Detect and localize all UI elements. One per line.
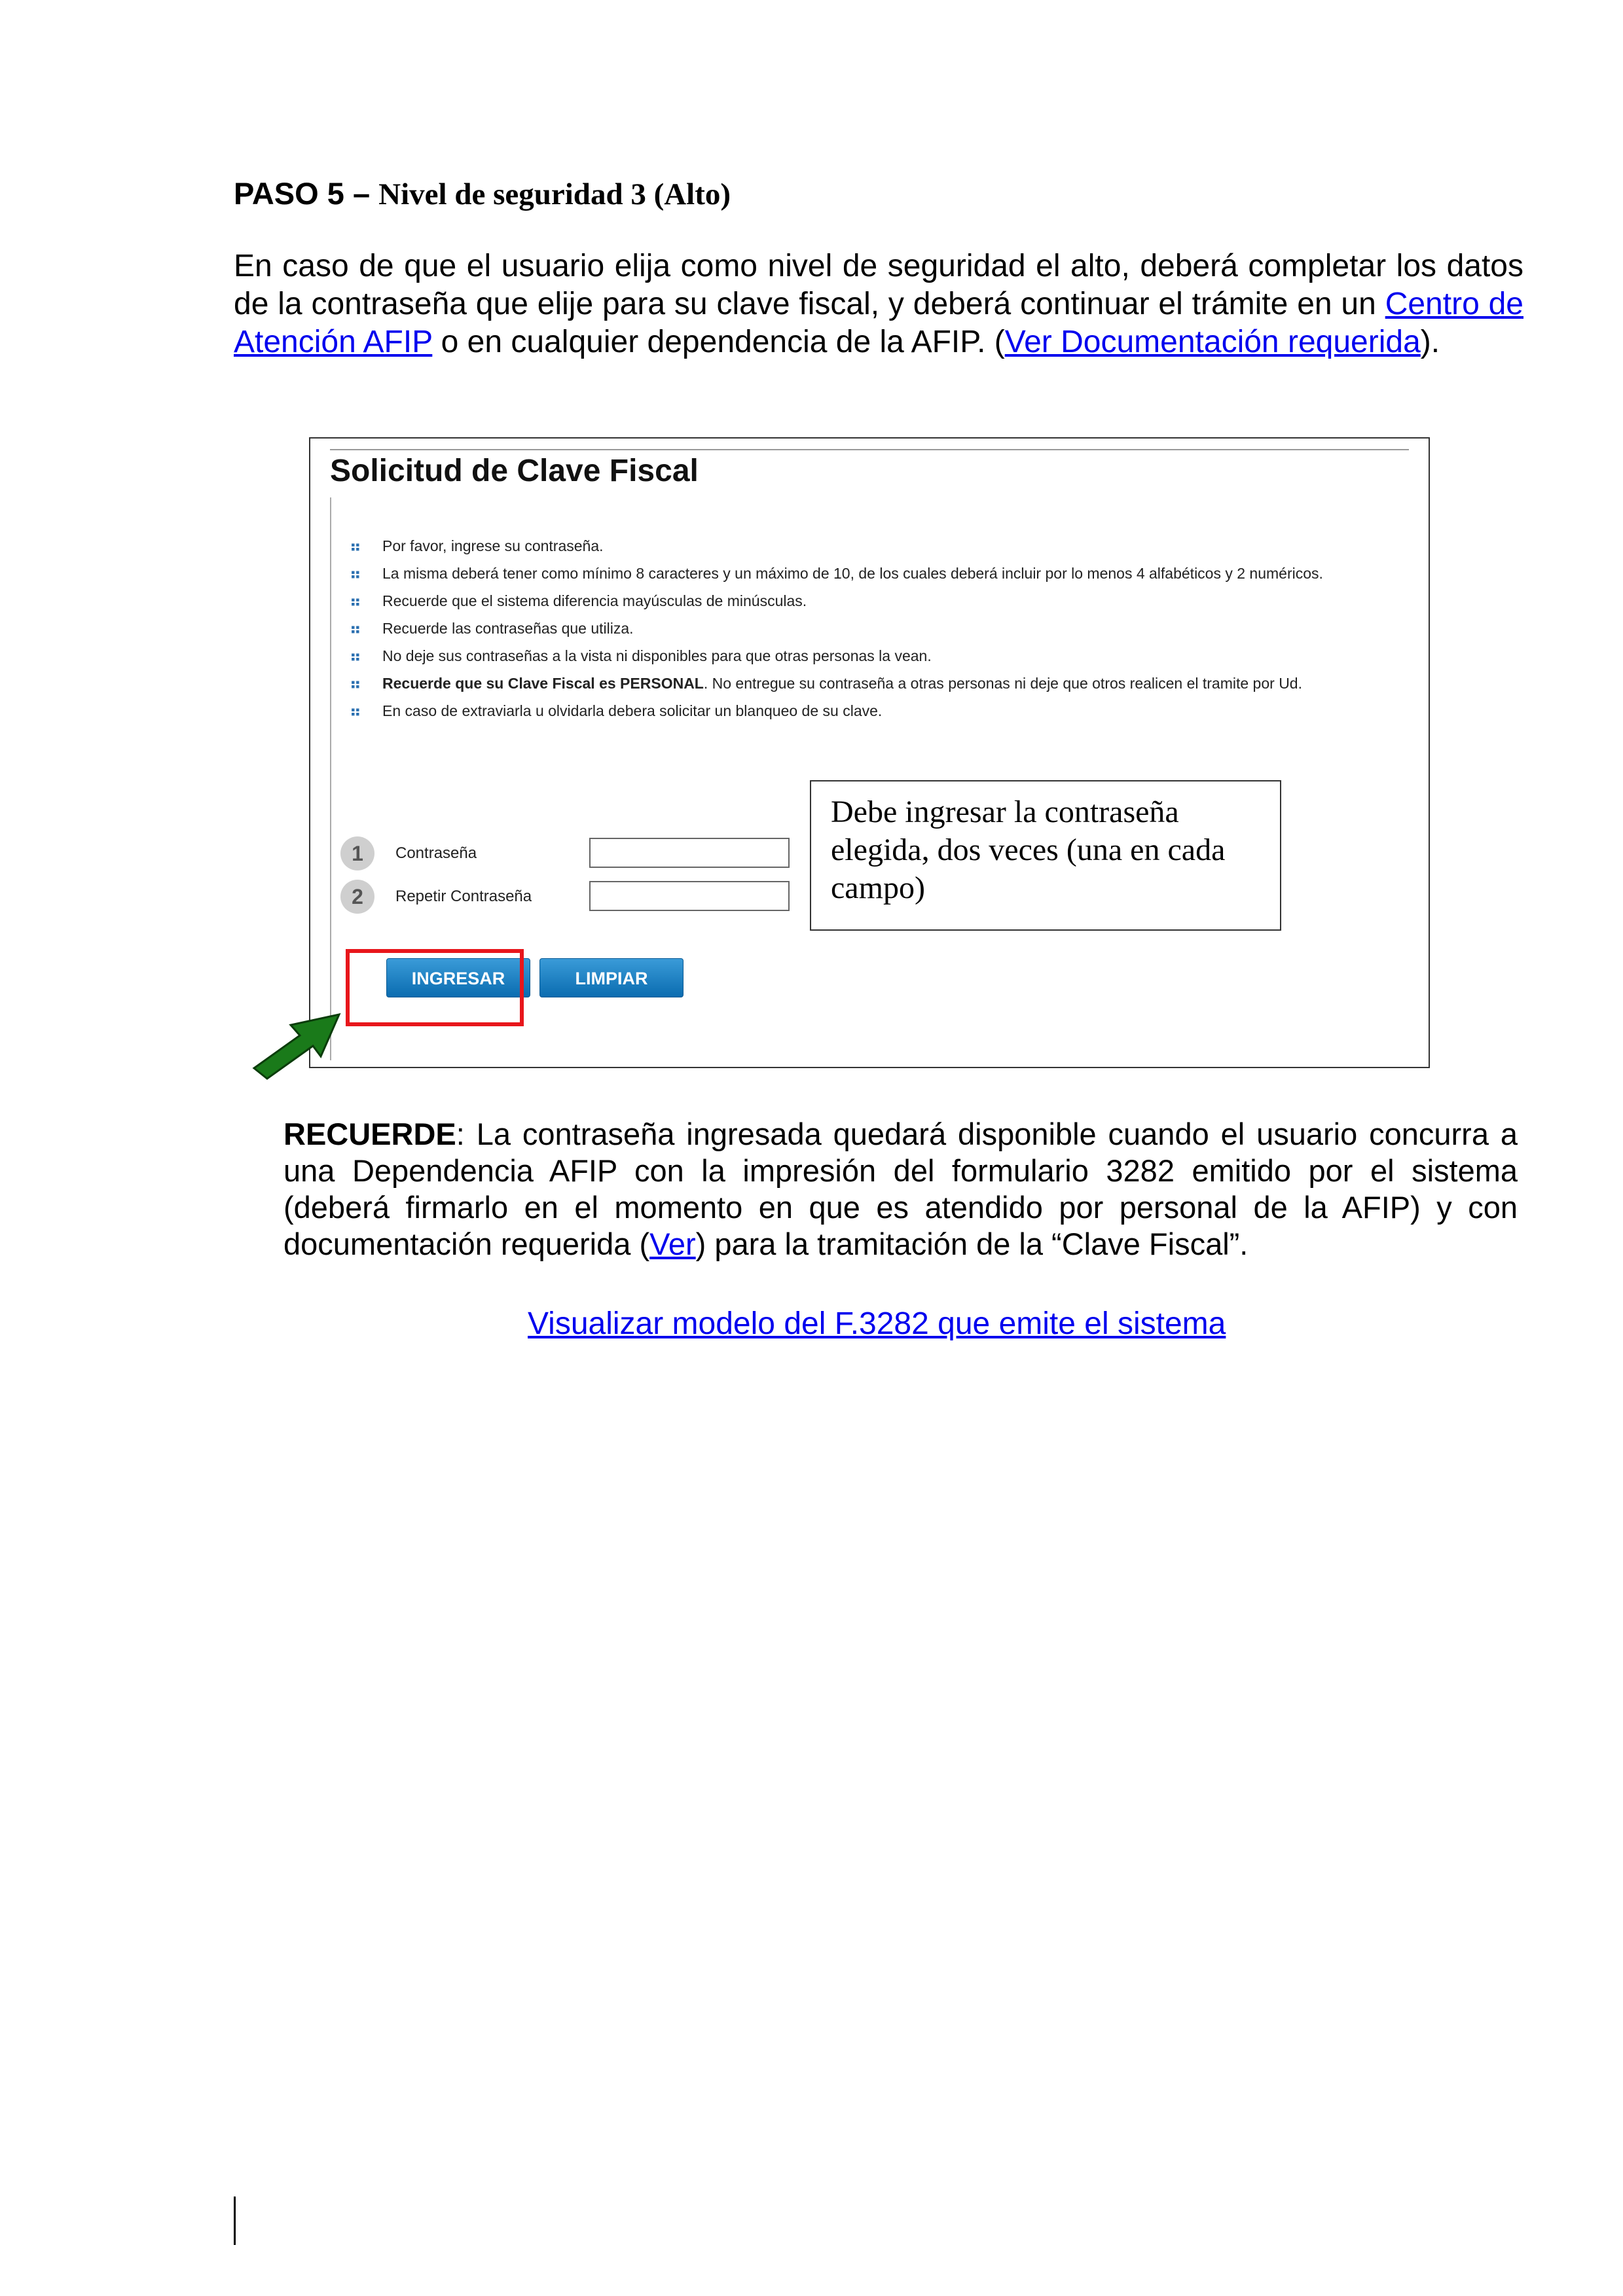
bullet-icon: ⠶ (350, 620, 361, 638)
remember-label: RECUERDE (283, 1117, 456, 1151)
screenshot-top-rule (330, 449, 1409, 450)
ingresar-highlight-box (346, 949, 524, 1026)
bullet-icon: ⠶ (350, 703, 361, 721)
documentacion-requerida-link[interactable]: Ver Documentación requerida (1004, 325, 1421, 359)
page-heading (234, 175, 731, 212)
centro-atencion-link[interactable]: Centro de Atención AFIP (234, 287, 1524, 359)
password-label: Contraseña (395, 844, 477, 862)
callout-note: Debe ingresar la contraseña elegida, dos veces (una en cada campo) (810, 780, 1281, 931)
visualizar-modelo-link[interactable]: Visualizar modelo del F.3282 que emite el sistema (528, 1306, 1226, 1341)
bullet-icon: ⠶ (350, 593, 361, 611)
instruction-item: ⠶ Recuerde que su Clave Fiscal es PERSONAL. No entregue su contraseña a otras personas ni deje que otros realicen el tramite por Ud. (350, 673, 1371, 694)
instruction-item: ⠶ No deje sus contraseñas a la vista ni disponibles para que otras personas la vean. (350, 645, 1371, 666)
bullet-icon: ⠶ (350, 538, 361, 556)
intro-paragraph (234, 247, 1523, 361)
instruction-item: ⠶ Por favor, ingrese su contraseña. (350, 535, 1371, 556)
remember-text-1: : La contraseña ingresada quedará disponible cuando el usuario concurra a una Dependencia AFIP con la impresión del formulario 3282 emitido por el sistema (deberá firmarlo en el momento en que es atendido por personal de la AFIP) y con documentación requerida ( (283, 1117, 1518, 1261)
password-input[interactable] (589, 838, 790, 868)
screenshot-title: Solicitud de Clave Fiscal (330, 454, 699, 488)
remember-text-2: ) para la tramitación de la “Clave Fiscal”. (695, 1227, 1249, 1261)
instruction-item: ⠶ Recuerde las contraseñas que utiliza. (350, 618, 1371, 639)
intro-text-3: ). (1420, 325, 1440, 359)
repeat-password-label: Repetir Contraseña (395, 888, 532, 905)
green-arrow-icon (247, 1008, 346, 1086)
intro-text-2: o en cualquier dependencia de la AFIP. ( (432, 325, 1005, 359)
instruction-item: ⠶ La misma deberá tener como mínimo 8 caracteres y un máximo de 10, de los cuales deberá incluir por lo menos 4 alfabéticos y 2 numéricos. (350, 563, 1371, 584)
ver-link[interactable]: Ver (649, 1227, 696, 1261)
bullet-icon: ⠶ (350, 565, 361, 583)
bullet-icon: ⠶ (350, 675, 361, 693)
instruction-item: ⠶ En caso de extraviarla u olvidarla debera solicitar un blanqueo de su clave. (350, 700, 1371, 721)
heading-title: Nivel de seguridad 3 (Alto) (378, 177, 731, 211)
step-number-badge: 2 (340, 880, 374, 914)
heading-step: PASO 5 – (234, 176, 379, 211)
screenshot-left-rule (330, 497, 331, 1060)
limpiar-button[interactable]: LIMPIAR (539, 958, 684, 997)
clave-fiscal-screenshot (309, 437, 1430, 1068)
instructions-list (350, 535, 1371, 728)
intro-text-1: En caso de que el usuario elija como nivel de seguridad el alto, deberá completar los datos de la contraseña que elije para su clave fiscal, y deberá continuar el trámite en un (234, 249, 1523, 321)
repeat-password-input[interactable] (589, 881, 790, 911)
ingresar-button[interactable]: INGRESAR (386, 958, 530, 997)
instruction-item: ⠶ Recuerde que el sistema diferencia mayúsculas de minúsculas. (350, 590, 1371, 611)
step-number-badge: 1 (340, 836, 374, 870)
page-margin-line (234, 2197, 236, 2245)
remember-paragraph (283, 1116, 1518, 1263)
bullet-icon: ⠶ (350, 648, 361, 666)
